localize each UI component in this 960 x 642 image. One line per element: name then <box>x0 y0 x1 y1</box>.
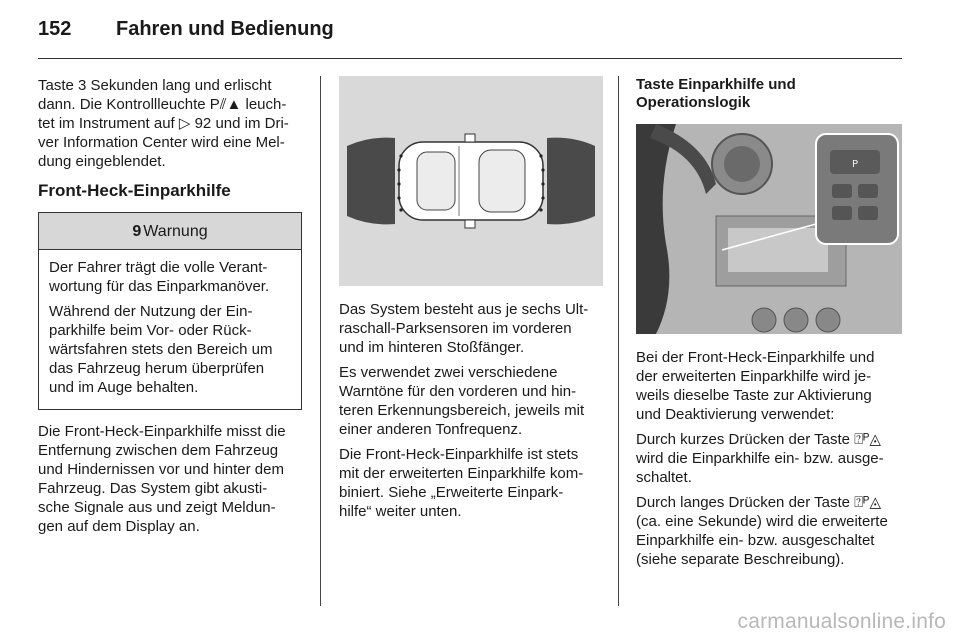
body-paragraph: Das System besteht aus je sechs Ult- raschall-Parksensoren im vorderen und im hinteren Stoßfänger. <box>339 301 589 356</box>
body-paragraph: Die Front-Heck-Einparkhilfe ist stets mit der erweiterten Einparkhilfe kom- biniert. Siehe „Erweiterte Einpark- hilfe“ weiter unten. <box>339 446 584 520</box>
parking-sensor-figure <box>339 76 603 286</box>
warning-title: Warnung <box>143 222 208 240</box>
intro-paragraph: Taste 3 Sekunden lang und erlischt dann. Die Kontrollleuchte P⫽▲ leuch- tet im Instrument auf ▷ 92 und im Dri- ver Information Center wird eine Mel- dung eingeblendet. <box>38 77 289 170</box>
column-divider <box>618 76 619 606</box>
warning-icon: 9 <box>132 222 142 240</box>
warning-body <box>39 250 301 409</box>
warning-paragraph: Während der Nutzung der Ein- parkhilfe beim Vor- oder Rück- wärtsfahren stets den Bereich um das Fahrzeug herum überprüfen und im Auge behalten. <box>49 303 273 396</box>
column-2 <box>339 76 603 527</box>
page-header <box>38 18 334 48</box>
page-title: Fahren und Bedienung <box>116 18 334 40</box>
body-paragraph: Bei der Front-Heck-Einparkhilfe und der erweiterten Einparkhilfe wird je- weils dieselbe Taste zur Aktivierung und Deaktivierung verwendet: <box>636 349 875 423</box>
body-paragraph: Durch langes Drücken der Taste ⍰ᴾ◬ (ca. eine Sekunde) wird die erweiterte Einparkhilfe ein- bzw. ausgeschaltet (siehe separate Beschreibung). <box>636 494 888 568</box>
warning-paragraph: Der Fahrer trägt die volle Verant- wortung für das Einparkmanöver. <box>49 259 270 295</box>
warning-box <box>38 212 302 410</box>
body-paragraph: Die Front-Heck-Einparkhilfe misst die Entfernung zwischen dem Fahrzeug und Hindernissen vor und hinter dem Fahrzeug. Das System gibt akusti- sche Signale aus und zeigt Meldun- gen auf dem Display an. <box>38 423 286 535</box>
watermark: carmanualsonline.info <box>737 610 946 633</box>
header-divider <box>38 58 902 59</box>
svg-text:P: P <box>851 159 859 170</box>
column-1 <box>38 76 302 542</box>
warning-header <box>39 213 301 250</box>
section-heading: Taste Einparkhilfe und Operationslogik <box>636 76 796 111</box>
column-3 <box>636 76 902 575</box>
body-paragraph: Es verwendet zwei verschiedene Warntöne für den vorderen und hin- teren Erkennungsbereich, jeweils mit einer anderen Tonfrequenz. <box>339 364 585 438</box>
column-divider <box>320 76 321 606</box>
page-number: 152 <box>38 18 72 40</box>
body-paragraph: Durch kurzes Drücken der Taste ⍰ᴾ◬ wird die Einparkhilfe ein- bzw. ausge- schaltet. <box>636 431 884 486</box>
dashboard-button-photo <box>636 124 902 334</box>
section-heading: Front-Heck-Einparkhilfe <box>38 181 231 200</box>
